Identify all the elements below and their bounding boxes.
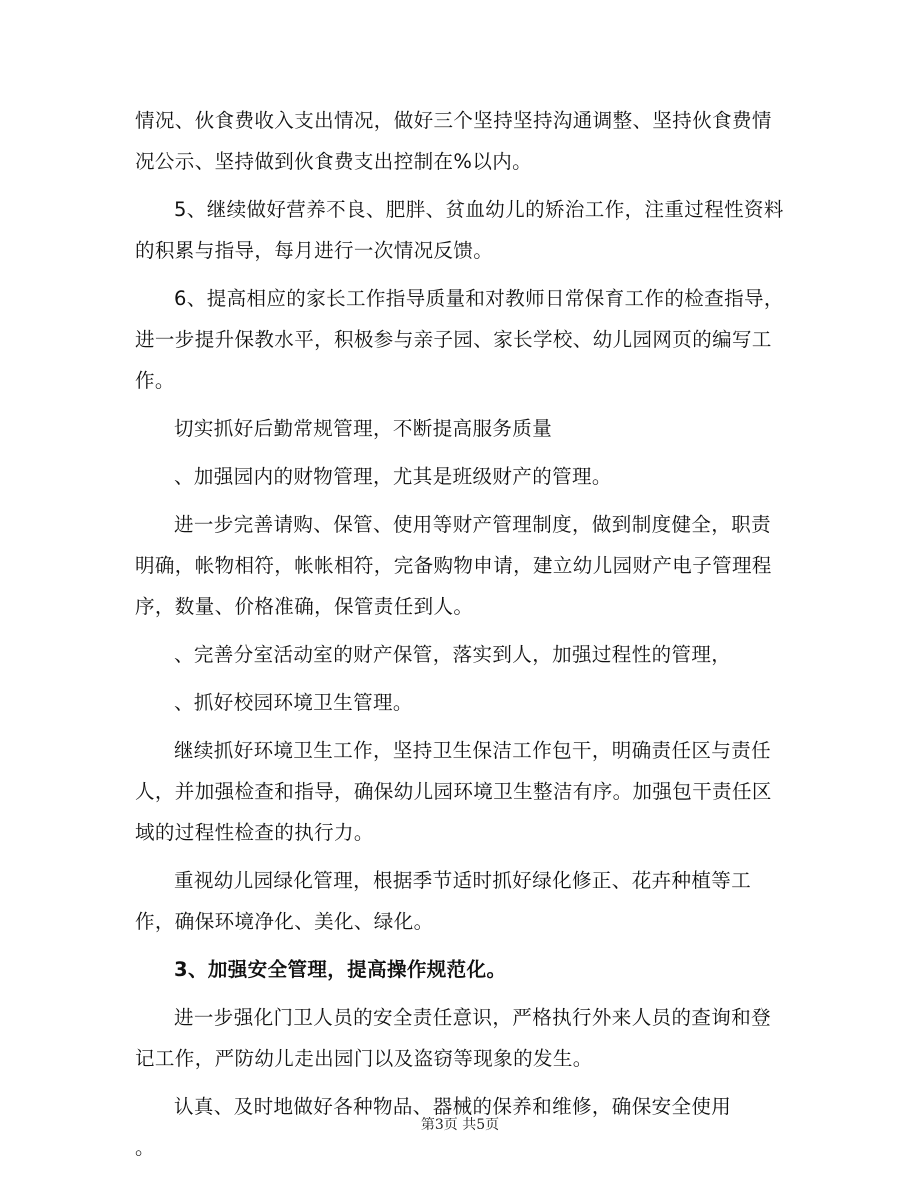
paragraph-greening: 重视幼儿园绿化管理，根据季节适时抓好绿化修正、花卉种植等工作，确保环境净化、美化、绿化。	[135, 869, 752, 933]
paragraph-logistics-heading: 切实抓好后勤常规管理，不断提高服务质量	[174, 417, 553, 440]
paragraph-maintenance: 认真、及时地做好各种物品、器械的保养和维修，确保安全使用	[174, 1095, 732, 1118]
section-heading-safety: 3、加强安全管理，提高操作规范化。	[174, 958, 507, 981]
page-number-footer: 第3页 共5页	[420, 1117, 500, 1133]
paragraph-item-5: 5、继续做好营养不良、肥胖、贫血幼儿的矫治工作，注重过程性资料的积累与指导，每月进行一次情况反馈。	[135, 198, 784, 262]
paragraph-hygiene-work: 继续抓好环境卫生工作，坚持卫生保洁工作包干，明确责任区与责任人，并加强检查和指导，确保幼儿园环境卫生整洁有序。加强包干责任区域的过程性检查的执行力。	[135, 739, 772, 844]
document-body	[135, 100, 785, 1175]
paragraph-trailing-period: 。	[135, 1136, 155, 1159]
paragraph-item-6: 6、提高相应的家长工作指导质量和对教师日常保育工作的检查指导，进一步提升保教水平，积极参与亲子园、家长学校、幼儿园网页的编写工作。	[135, 287, 784, 392]
paragraph-property-management: 、加强园内的财物管理，尤其是班级财产的管理。	[174, 465, 612, 488]
paragraph-continuation: 情况、伙食费收入支出情况，做好三个坚持坚持沟通调整、坚持伙食费情况公示、坚持做到伙食费支出控制在%以内。	[135, 109, 772, 173]
paragraph-room-property: 、完善分室活动室的财产保管，落实到人，加强过程性的管理，	[174, 643, 732, 666]
paragraph-guard-duty: 进一步强化门卫人员的安全责任意识，严格执行外来人员的查询和登记工作，严防幼儿走出园门以及盗窃等现象的发生。	[135, 1006, 772, 1070]
paragraph-property-system: 进一步完善请购、保管、使用等财产管理制度，做到制度健全，职责明确，帐物相符，帐帐相符，完备购物申请，建立幼儿园财产电子管理程序，数量、价格准确，保管责任到人。	[135, 513, 772, 618]
paragraph-campus-hygiene: 、抓好校园环境卫生管理。	[174, 691, 413, 714]
